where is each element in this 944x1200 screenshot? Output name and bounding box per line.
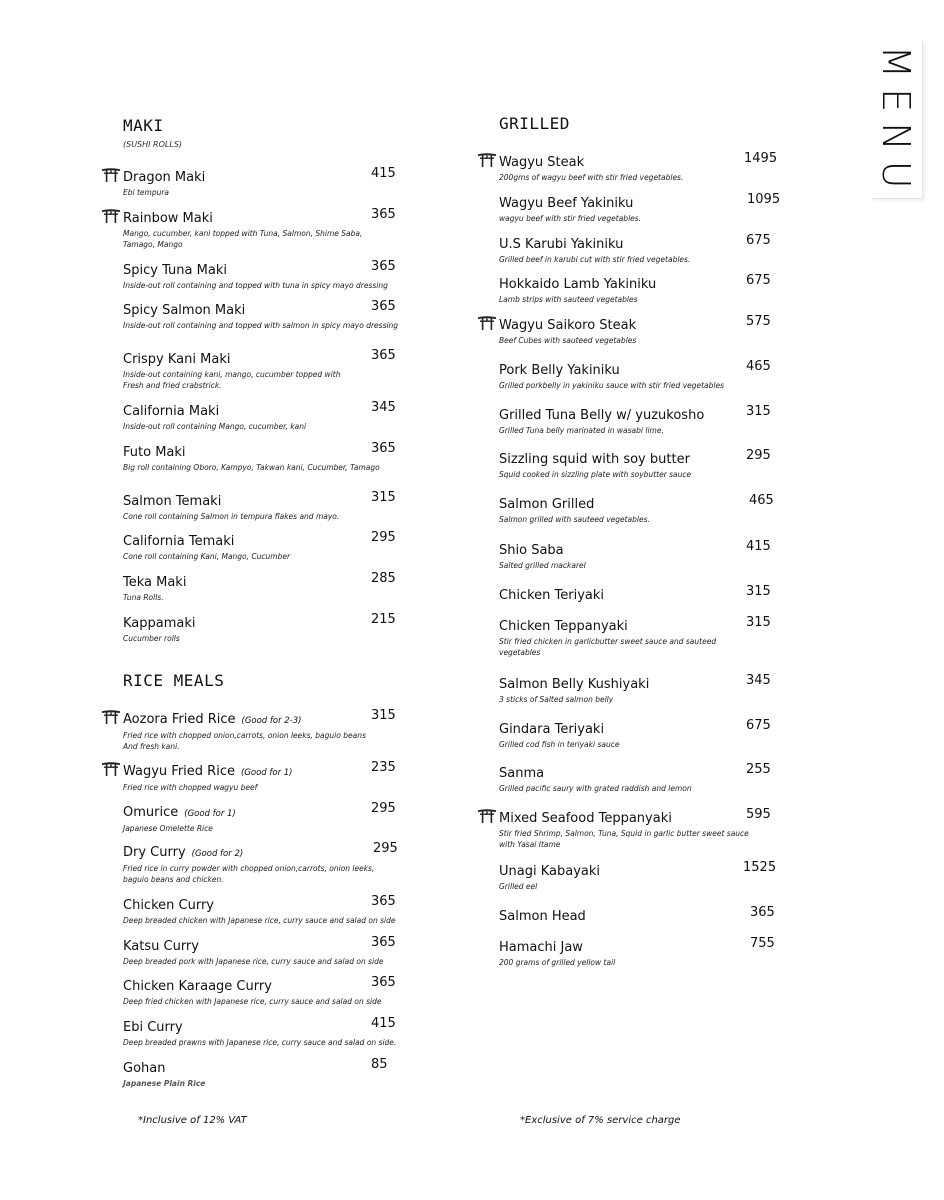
menu-item-name: [499, 864, 600, 880]
menu-item-name: [123, 616, 196, 632]
menu-item-price: 295: [373, 841, 398, 856]
menu-item-price: 285: [371, 571, 396, 586]
menu-item-gohan: [123, 1057, 413, 1089]
menu-item-california-maki: [123, 400, 413, 432]
menu-item-description: Inside-out containing kani, mango, cucumber topped with Fresh and fried crabstrick.: [123, 370, 341, 390]
menu-item-name-text: Salmon Head: [499, 909, 586, 924]
menu-item-name-text: Gindara Teriyaki: [499, 722, 605, 737]
menu-item-name: [499, 677, 649, 693]
menu-item-name-text: Hamachi Jaw: [499, 940, 583, 955]
menu-item-salmon-temaki: [123, 490, 413, 522]
menu-item-price: 1495: [744, 151, 778, 166]
menu-item-name-text: U.S Karubi Yakiniku: [499, 237, 624, 252]
menu-item-price: 295: [371, 530, 396, 545]
menu-item-description: Cone roll containing Kani, Mango, Cucumber: [123, 552, 291, 561]
menu-item-kappamaki: [123, 612, 413, 644]
torii-icon: [478, 808, 496, 822]
menu-item-price: 315: [746, 404, 771, 419]
menu-item-name-text: Salmon Temaki: [123, 494, 222, 509]
menu-item-name-text: Ebi Curry: [123, 1020, 183, 1035]
menu-item-mixed-seafood-teppanyaki: [499, 807, 789, 850]
menu-item-name: [123, 979, 272, 995]
menu-item-description: Grilled porkbelly in yakiniku sauce with stir fried vegetables: [499, 381, 725, 390]
menu-item-name-text: Wagyu Beef Yakiniku: [499, 196, 634, 211]
menu-item-price: 415: [746, 539, 771, 554]
menu-item-name: [499, 318, 636, 334]
menu-item-price: 365: [371, 259, 396, 274]
menu-item-serving-note: (Good for 2): [191, 849, 244, 859]
menu-item-gindara-teriyaki: [499, 718, 789, 750]
menu-item-description: Grilled Tuna belly marinated in wasabi lime.: [499, 426, 664, 435]
menu-item-name: [499, 277, 656, 293]
menu-item-name: [123, 1020, 183, 1036]
menu-item-description: Salted grilled mackarel: [499, 561, 586, 570]
menu-item-description: Deep breaded prawns with Japanese rice, curry sauce and salad on side.: [123, 1038, 397, 1047]
rice-meals-section-title: RICE MEALS: [123, 671, 225, 690]
menu-item-description: Big roll containing Oboro, Kampyo, Takwan kani, Cucumber, Tamago: [123, 463, 380, 472]
menu-item-name-text: Wagyu Fried Rice: [123, 764, 235, 779]
menu-item-name: [499, 543, 564, 559]
menu-item-price: 365: [371, 299, 396, 314]
menu-item-description: Salmon grilled with sauteed vegetables.: [499, 515, 650, 524]
menu-item-description: Fried rice with chopped onion,carrots, onion leeks, baguio beans And fresh kani.: [123, 731, 366, 751]
torii-icon: [478, 152, 496, 166]
menu-item-price: 345: [746, 673, 771, 688]
menu-item-name-text: Chicken Teriyaki: [499, 588, 604, 603]
menu-item-name: [123, 712, 302, 729]
menu-item-price: 315: [371, 708, 396, 723]
menu-item-name: [499, 722, 604, 738]
menu-item-name: [123, 445, 186, 461]
menu-item-chicken-teriyaki: [499, 584, 789, 604]
maki-section-subtitle: (SUSHI ROLLS): [123, 140, 183, 149]
menu-item-name: [123, 1061, 165, 1077]
menu-item-price: 255: [746, 762, 771, 777]
menu-item-hamachi-jaw: [499, 936, 789, 968]
menu-item-unagi-kabayaki: [499, 860, 789, 892]
menu-item-dry-curry: [123, 841, 413, 885]
menu-item-price: 415: [371, 1016, 396, 1031]
menu-item-serving-note: (Good for 1): [240, 768, 293, 778]
menu-item-description: Mango, cucumber, kani topped with Tuna, Salmon, Shime Saba, Tamago, Mango: [123, 229, 363, 249]
menu-item-u-s-karubi-yakiniku: [499, 233, 789, 265]
menu-item-price: 365: [371, 441, 396, 456]
menu-item-name: [123, 939, 199, 955]
menu-item-name: [123, 845, 243, 862]
menu-item-chicken-teppanyaki: [499, 615, 789, 658]
menu-item-description: Fried rice in curry powder with chopped onion,carrots, onion leeks, baguio beans and chicken.: [123, 864, 375, 884]
grilled-section-title: GRILLED: [499, 114, 570, 133]
menu-item-name: [499, 363, 620, 379]
menu-item-name-text: Rainbow Maki: [123, 211, 213, 226]
menu-item-shio-saba: [499, 539, 789, 571]
menu-item-description: wagyu beef with stir fried vegetables.: [499, 214, 642, 223]
left-column: [123, 0, 403, 1200]
menu-item-price: 295: [371, 801, 396, 816]
menu-item-price: 365: [371, 935, 396, 950]
menu-item-name-text: Kappamaki: [123, 616, 196, 631]
menu-item-name: [123, 898, 214, 914]
menu-item-price: 365: [371, 894, 396, 909]
menu-item-name: [499, 497, 594, 513]
menu-item-name-text: Chicken Teppanyaki: [499, 619, 628, 634]
menu-item-price: 575: [746, 314, 771, 329]
menu-item-pork-belly-yakiniku: [499, 359, 789, 391]
torii-icon: [102, 761, 120, 775]
menu-item-serving-note: (Good for 1): [184, 809, 236, 819]
torii-icon: [478, 315, 496, 329]
menu-item-name-text: Wagyu Saikoro Steak: [499, 318, 637, 333]
menu-item-description: Fried rice with chopped wagyu beef: [123, 783, 258, 792]
menu-item-description: 200gms of wagyu beef with stir fried vegetables.: [499, 173, 684, 182]
menu-item-spicy-salmon-maki: [123, 299, 413, 331]
menu-item-name-text: Salmon Belly Kushiyaki: [499, 677, 650, 692]
menu-item-description: Grilled pacific saury with grated raddish and lemon: [499, 784, 692, 793]
menu-item-name-text: Shio Saba: [499, 543, 564, 558]
menu-item-salmon-head: [499, 905, 789, 925]
menu-item-ebi-curry: [123, 1016, 413, 1048]
menu-item-crispy-kani-maki: [123, 348, 413, 391]
menu-item-name-text: Omurice: [123, 805, 179, 820]
menu-item-name-text: Unagi Kabayaki: [499, 864, 600, 879]
menu-item-teka-maki: [123, 571, 413, 603]
menu-item-name-text: Pork Belly Yakiniku: [499, 363, 620, 378]
menu-item-name-text: Teka Maki: [123, 575, 187, 590]
menu-item-name-text: Mixed Seafood Teppanyaki: [499, 811, 672, 826]
menu-item-spicy-tuna-maki: [123, 259, 413, 291]
menu-item-wagyu-saikoro-steak: [499, 314, 789, 346]
menu-item-description: Cucumber rolls: [123, 634, 180, 643]
menu-item-name-text: Chicken Karaage Curry: [123, 979, 272, 994]
torii-icon: [102, 709, 120, 723]
menu-item-name: [499, 940, 583, 956]
maki-section-title: MAKI: [123, 116, 164, 135]
menu-item-name-text: Dry Curry: [123, 845, 186, 860]
menu-item-name-text: California Temaki: [123, 534, 235, 549]
menu-item-name-text: Sizzling squid with soy butter: [499, 452, 690, 467]
menu-item-price: 365: [371, 348, 396, 363]
menu-item-name-text: Sanma: [499, 766, 545, 781]
menu-item-name: [499, 766, 544, 782]
menu-item-description: Japanese Omelette Rice: [123, 824, 213, 833]
menu-item-futo-maki: [123, 441, 413, 473]
menu-item-price: 215: [371, 612, 396, 627]
menu-item-name: [123, 404, 219, 420]
menu-item-name: [499, 452, 690, 468]
menu-item-name-text: Hokkaido Lamb Yakiniku: [499, 277, 657, 292]
menu-item-chicken-curry: [123, 894, 413, 926]
menu-item-name-text: Chicken Curry: [123, 898, 214, 913]
menu-item-name: [499, 811, 672, 827]
menu-item-chicken-karaage-curry: [123, 975, 413, 1007]
menu-item-california-temaki: [123, 530, 413, 562]
menu-item-name: [123, 764, 292, 781]
menu-item-price: 315: [746, 615, 771, 630]
menu-item-rainbow-maki: [123, 207, 413, 250]
menu-item-name: [123, 805, 236, 822]
menu-item-name: [123, 170, 205, 186]
menu-item-name-text: Katsu Curry: [123, 939, 199, 954]
menu-item-description: Deep breaded chicken with Japanese rice, curry sauce and salad on side: [123, 916, 396, 925]
menu-item-price: 675: [746, 718, 771, 733]
menu-item-price: 675: [746, 233, 771, 248]
menu-item-price: 295: [746, 448, 771, 463]
menu-item-price: 1095: [747, 192, 781, 207]
menu-item-price: 365: [371, 975, 396, 990]
menu-item-price: 465: [746, 359, 771, 374]
footer-service-charge-note: *Exclusive of 7% service charge: [520, 1115, 681, 1126]
menu-item-name-text: Dragon Maki: [123, 170, 206, 185]
menu-item-aozora-fried-rice: [123, 708, 413, 752]
menu-item-name: [499, 588, 604, 604]
menu-item-name-text: Wagyu Steak: [499, 155, 585, 170]
right-column: [499, 0, 789, 1200]
menu-item-name-text: Futo Maki: [123, 445, 186, 460]
menu-item-description: Grilled beef in karubi cut with stir fried vegetables.: [499, 255, 691, 264]
menu-item-name-text: Salmon Grilled: [499, 497, 595, 512]
menu-item-grilled-tuna-belly-w-yuzukosho: [499, 404, 789, 436]
menu-item-name: [499, 909, 586, 925]
menu-item-price: 465: [749, 493, 774, 508]
menu-item-description: 200 grams of grilled yellow tail: [499, 958, 616, 967]
menu-item-description: Stir fried chicken in garlicbutter sweet sauce and sauteed vegetables: [499, 637, 717, 657]
footer-vat-note: *Inclusive of 12% VAT: [138, 1115, 247, 1126]
menu-item-price: 315: [746, 584, 771, 599]
menu-item-name-text: California Maki: [123, 404, 220, 419]
menu-item-sizzling-squid-with-soy-butter: [499, 448, 789, 480]
menu-item-description: 3 sticks of Salted salmon belly: [499, 695, 614, 704]
menu-item-description: Ebi tempura: [123, 188, 170, 197]
menu-item-wagyu-steak: [499, 151, 789, 183]
menu-item-wagyu-beef-yakiniku: [499, 192, 789, 224]
menu-item-name-text: Aozora Fried Rice: [123, 712, 236, 727]
torii-icon: [102, 208, 120, 222]
menu-item-name-text: Spicy Salmon Maki: [123, 303, 246, 318]
menu-item-name: [499, 408, 704, 424]
menu-item-katsu-curry: [123, 935, 413, 967]
menu-item-name: [499, 155, 584, 171]
menu-item-description: Deep fried chicken with Japanese rice, curry sauce and salad on side: [123, 997, 382, 1006]
menu-item-description: Beef Cubes with sauteed vegetables: [499, 336, 637, 345]
menu-item-description: Inside-out roll containing and topped with tuna in spicy mayo dressing: [123, 281, 388, 290]
menu-item-omurice: [123, 801, 413, 834]
menu-item-description: Deep breaded pork with Japanese rice, curry sauce and salad on side: [123, 957, 384, 966]
menu-item-description: Inside-out roll containing Mango, cucumber, kani: [123, 422, 307, 431]
menu-item-serving-note: (Good for 2-3): [241, 716, 302, 726]
menu-item-name: [123, 575, 186, 591]
menu-item-description: Inside-out roll containing and topped with salmon in spicy mayo dressing: [123, 321, 399, 330]
menu-item-name: [499, 619, 628, 635]
menu-item-price: 315: [371, 490, 396, 505]
menu-item-salmon-grilled: [499, 493, 789, 525]
menu-item-name: [499, 237, 623, 253]
menu-item-description: Grilled eel: [499, 882, 538, 891]
menu-item-price: 675: [746, 273, 771, 288]
menu-side-title: MENU: [874, 45, 918, 199]
menu-item-price: 365: [371, 207, 396, 222]
menu-item-name: [123, 303, 245, 319]
menu-item-name: [123, 211, 213, 227]
menu-item-description: Stir fried Shrimp, Salmon, Tuna, Squid in garlic butter sweet sauce with Yasai Itame: [499, 829, 749, 849]
menu-item-name: [123, 352, 230, 368]
menu-item-description: Squid cooked in sizzling plate with soybutter sauce: [499, 470, 692, 479]
menu-item-salmon-belly-kushiyaki: [499, 673, 789, 705]
menu-item-name: [123, 263, 227, 279]
menu-item-name-text: Crispy Kani Maki: [123, 352, 231, 367]
menu-item-price: 345: [371, 400, 396, 415]
menu-item-name: [123, 534, 234, 550]
menu-item-description: Japanese Plain Rice: [123, 1079, 206, 1088]
menu-item-name: [123, 494, 221, 510]
torii-icon: [102, 167, 120, 181]
menu-item-price: 365: [750, 905, 775, 920]
menu-item-description: Lamb strips with sauteed vegetables: [499, 295, 638, 304]
menu-item-name-text: Grilled Tuna Belly w/ yuzukosho: [499, 408, 705, 423]
menu-item-price: 415: [371, 166, 396, 181]
menu-item-name-text: Gohan: [123, 1061, 166, 1076]
menu-item-sanma: [499, 762, 789, 794]
menu-item-name-text: Spicy Tuna Maki: [123, 263, 227, 278]
menu-item-price: 1525: [743, 860, 777, 875]
menu-item-wagyu-fried-rice: [123, 760, 413, 793]
menu-item-description: Grilled cod fish in teriyaki sauce: [499, 740, 620, 749]
menu-item-name: [499, 196, 633, 212]
menu-item-hokkaido-lamb-yakiniku: [499, 273, 789, 305]
menu-item-price: 595: [746, 807, 771, 822]
menu-item-price: 755: [750, 936, 775, 951]
menu-item-description: Cone roll containing Salmon in tempura flakes and mayo.: [123, 512, 340, 521]
menu-side-tab: [872, 40, 923, 199]
menu-item-price: 235: [371, 760, 396, 775]
menu-item-dragon-maki: [123, 166, 413, 198]
menu-item-description: Tuna Rolls.: [123, 593, 164, 602]
menu-item-price: 85: [371, 1057, 388, 1072]
